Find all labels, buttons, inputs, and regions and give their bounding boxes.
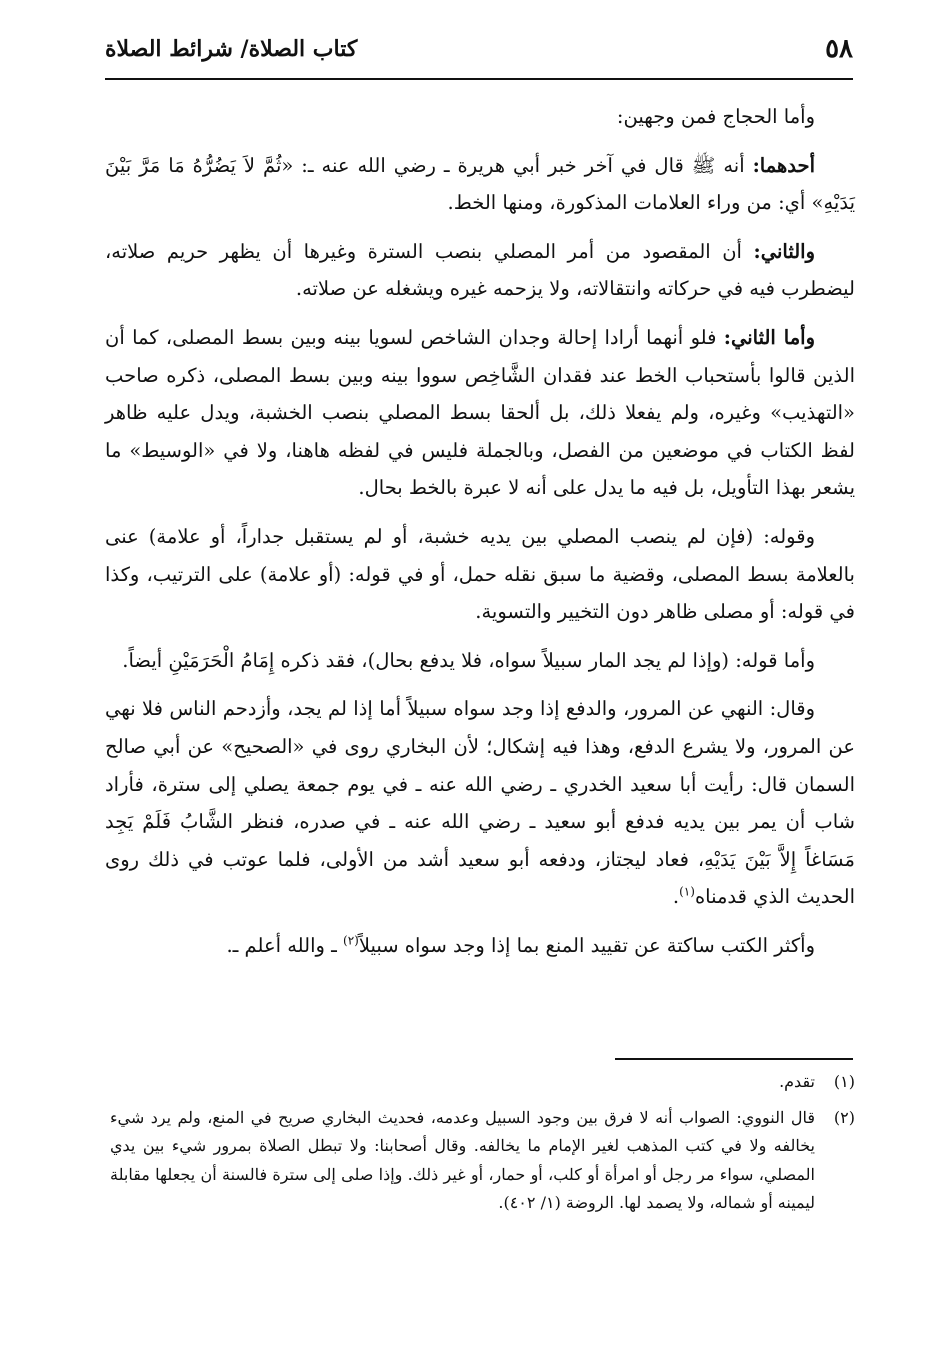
paragraph-first-argument (105, 147, 855, 222)
paragraph-hadith (105, 690, 855, 916)
paragraph-text: وأما الحجاج فمن وجهين: (616, 105, 815, 128)
paragraph-text-end: . (672, 885, 680, 909)
footnote-item (110, 1068, 855, 1097)
paragraph-text-end: ـ والله أعلم ـ. (226, 933, 344, 957)
paragraph-intro (105, 98, 855, 136)
page-header (105, 34, 853, 78)
footnote-reference[interactable]: (٢) (343, 933, 359, 948)
footnote-text: قال النووي: الصواب أنه لا فرق بين وجود السبيل وعدمه، فحديث البخاري صريح في المنع، ولم يرد شيء يخالفه ولا في كتب المذهب لغير الإمام ما يخالفه. وقال أصحابنا: ولا تبطل الصلاة بمرور شيء بين يدي المصلي، سواء مر رجل أو امرأة أو كلب، أو حمار، أو غير ذلك. وإذا صلى إلى سترة فالسنة أن يجعلها مقابلة ليمينه أو شماله، ولا يصمد لها. الروضة (١/ ٤٠٢). (110, 1107, 816, 1212)
paragraph-text: وأما قوله: (وإذا لم يجد المار سبيلاً سواه، فلا يدفع بحال)، فقد ذكره إِمَامُ الْحَرَمَيْنِ أيضاً. (122, 648, 815, 672)
paragraph-text: أن المقصود من أمر المصلي بنصب السترة وغيرها أن يظهر حريم صلاته، ليضطرب فيه في حركاته وانتقالاته، ولا يزحمه غيره ويشغله عن صلاته. (105, 239, 855, 301)
paragraph-commentary-passer (105, 642, 855, 680)
footnote-number: (١) (833, 1072, 855, 1091)
header-rule (105, 78, 853, 80)
page-number: ٥٨ (825, 34, 853, 64)
footnotes (110, 1068, 855, 1218)
footnote-number: (٢) (833, 1107, 855, 1127)
footnote-item (110, 1104, 855, 1218)
paragraph-second-argument (105, 233, 855, 308)
paragraph-text: وقال: النهي عن المرور، والدفع إذا وجد سواه سبيلاً أما إذا لم يجد، وأزدحم الناس فلا نهي عن المرور، ولا يشرع الدفع، وهذا فيه إشكال؛ لأن البخاري روى في «الصحيح» عن أبي صالح السمان قال: رأيت أبا سعيد الخدري ـ رضي الله عنه ـ في يوم جمعة يصلي إلى سترة، فأراد شاب أن يمر بين يديه فدفع أبو سعيد ـ رضي الله عنه ـ في صدره، فنظر الشَّابُ فَلَمْ يَجِد مَسَاغاً إِلاَّ بَيْنَ يَدَيْهِ، فعاد ليجتاز، ودفعه أبو سعيد أشد من الأولى، فلما عوتب في ذلك روى الحديث الذي قدمناه (105, 697, 855, 909)
paragraph-conclusion (105, 927, 855, 965)
footnote-separator (615, 1058, 853, 1060)
paragraph-lead: أحدهما: (752, 153, 815, 177)
paragraph-text: فلو أنهما أرادا إحالة وجدان الشاخص لسويا بينه وبين بسط المصلى، كما أن الذين قالوا بأستحباب الخط عند فقدان الشَّاخِص سووا بينه وبين بسط المصلى، ذكره صاحب «التهذيب» وغيره، ولم يفعلا ذلك، بل ألحقا بسط المصلي بنصب الخشبة، ويدل عليه ظاهر لفظ الكتاب في موضعين من الفصل، وبالجملة فليس في لفظه هاهنا، ولا في «الوسيط» ما يشعر بهذا التأويل، بل فيه ما يدل على أنه لا عبرة بالخط بحال. (105, 325, 855, 500)
paragraph-commentary-barrier (105, 518, 855, 631)
paragraph-text: وأكثر الكتب ساكتة عن تقييد المنع بما إذا وجد سواه سبيلاً (358, 933, 815, 957)
footnote-reference[interactable]: (١) (679, 884, 695, 899)
paragraph-lead: والثاني: (753, 239, 815, 263)
paragraph-text: أنه ﷺ قال في آخر خبر أبي هريرة ـ رضي الله عنه ـ: «ثُمَّ لاَ يَضُرُّهُ مَا مَرَّ بَيْنَ يَدَيْهِ» أي: من وراء العلامات المذكورة، ومنها الخط. (105, 153, 855, 215)
paragraph-text: وقوله: (فإن لم ينصب المصلي بين يديه خشبة، أو لم يستقبل جداراً، أو علامة) عنى بالعلامة بسط المصلى، وقضية ما سبق نقله حمل، أو في قوله: (أو علامة) على الترتيب، وكذا في قوله: أو مصلى ظاهر دون التخيير والتسوية. (105, 524, 855, 624)
paragraph-reply (105, 319, 855, 507)
running-title: كتاب الصلاة/ شرائط الصلاة (105, 36, 358, 62)
footnote-text: تقدم. (779, 1072, 815, 1091)
paragraph-lead: وأما الثاني: (723, 325, 816, 349)
main-text (105, 98, 855, 964)
